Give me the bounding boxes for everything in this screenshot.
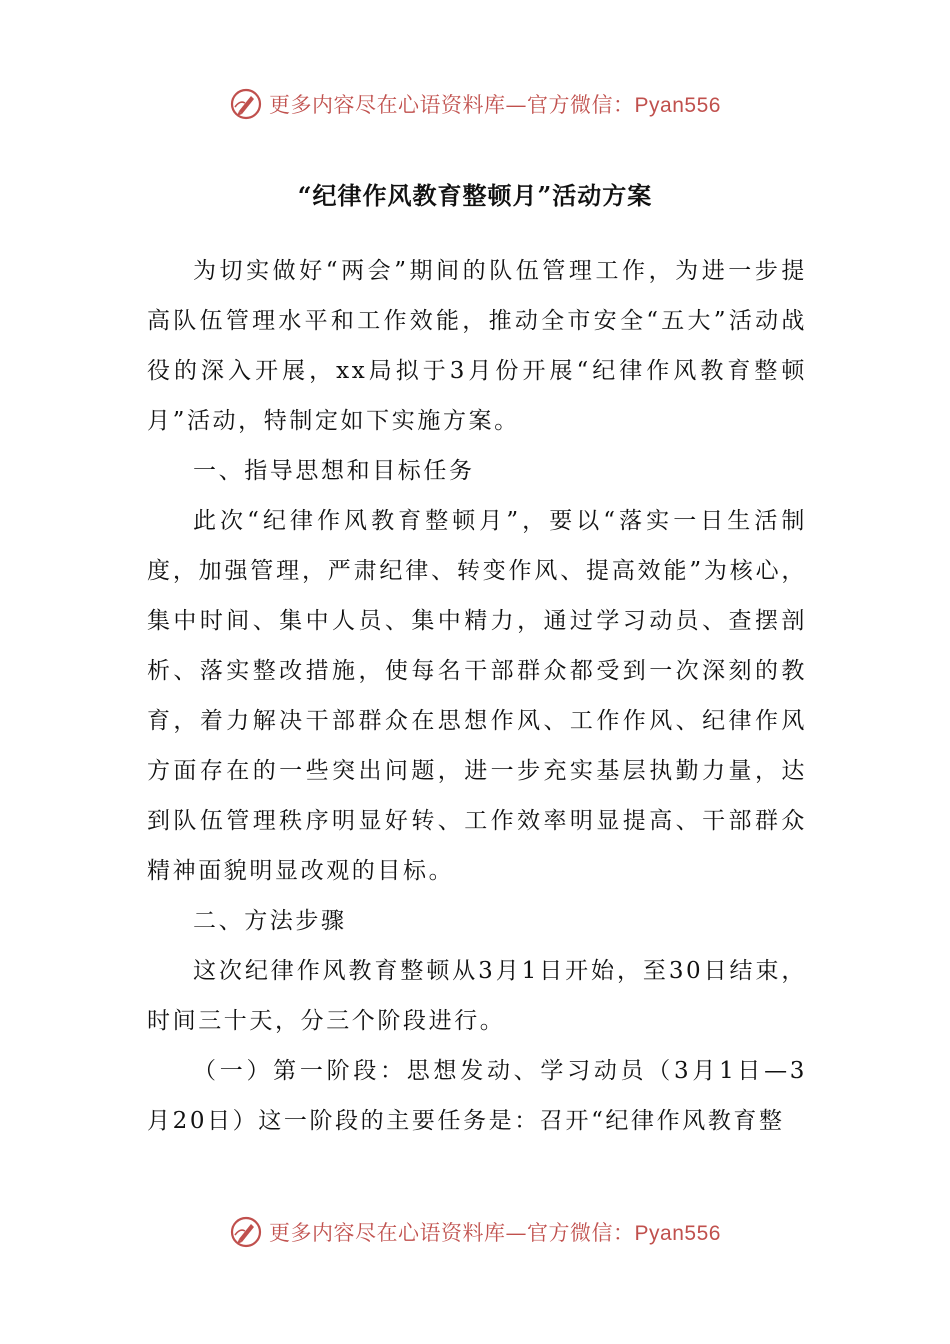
heading-guiding-thought: 一、指导思想和目标任务	[193, 458, 475, 484]
watermark-text	[269, 89, 721, 119]
watermark-site: 更多内容尽在心语资料库	[269, 93, 506, 117]
pen-logo-icon	[229, 87, 263, 121]
document-title: “纪律作风教育整顿月”活动方案	[297, 181, 653, 210]
footer-watermark	[0, 1212, 950, 1252]
pen-logo-icon	[229, 1215, 263, 1249]
paragraph-phase-one: （一）第一阶段：思想发动、学习动员（3月1日—3月20日）这一阶段的主要任务是：召开“纪律作风教育整	[147, 1058, 807, 1134]
header-watermark	[0, 84, 950, 124]
paragraph-intro: 为切实做好“两会”期间的队伍管理工作，为进一步提高队伍管理水平和工作效能，推动全市安全“五大”活动战役的深入开展，xx局拟于3月份开展“纪律作风教育整顿月”活动，特制定如下实施方案。	[147, 258, 807, 434]
heading-methods-steps: 二、方法步骤	[193, 908, 347, 934]
watermark-official: 官方微信：	[527, 93, 635, 117]
watermark-dash: —	[505, 93, 528, 117]
document-body	[147, 246, 807, 1146]
watermark-text	[269, 1217, 721, 1247]
watermark-dash: —	[505, 1221, 528, 1245]
watermark-official: 官方微信：	[527, 1221, 635, 1245]
watermark-site: 更多内容尽在心语资料库	[269, 1221, 506, 1245]
paragraph-goals: 此次“纪律作风教育整顿月”，要以“落实一日生活制度，加强管理，严肃纪律、转变作风、提高效能”为核心，集中时间、集中人员、集中精力，通过学习动员、查摆剖析、落实整改措施，使每名干部群众都受到一次深刻的教育，着力解决干部群众在思想作风、工作作风、纪律作风方面存在的一些突出问题，进一步充实基层执勤力量，达到队伍管理秩序明显好转、工作效率明显提高、干部群众精神面貌明显改观的目标。	[147, 508, 807, 884]
watermark-account: Pyan556	[634, 1222, 721, 1245]
watermark-account: Pyan556	[634, 94, 721, 117]
paragraph-schedule: 这次纪律作风教育整顿从3月1日开始，至30日结束，时间三十天，分三个阶段进行。	[147, 958, 807, 1034]
